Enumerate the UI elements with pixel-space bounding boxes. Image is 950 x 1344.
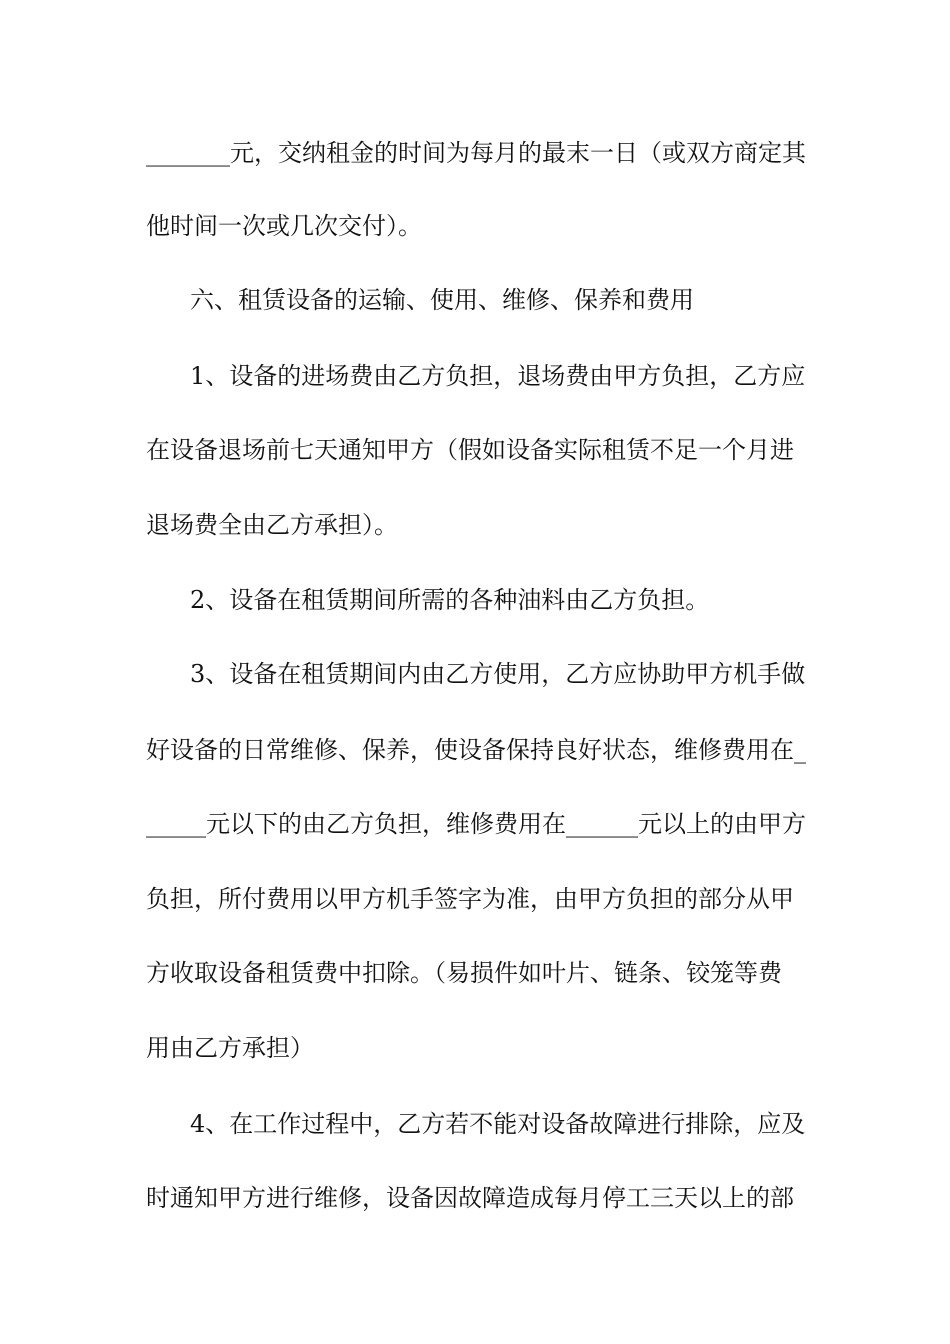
text-line: 退场费全由乙方承担）。 bbox=[146, 511, 398, 539]
text-line: 3、设备在租赁期间内由乙方使用，乙方应协助甲方机手做 bbox=[190, 660, 806, 688]
text-line: 在设备退场前七天通知甲方（假如设备实际租赁不足一个月进 bbox=[146, 436, 794, 464]
text-line: 负担，所付费用以甲方机手签字为准，由甲方负担的部分从甲 bbox=[146, 885, 794, 913]
text-line: 方收取设备租赁费中扣除。（易损件如叶片、链条、铰笼等费 bbox=[146, 959, 782, 987]
text-line: _______元，交纳租金的时间为每月的最末一日（或双方商定其 bbox=[146, 139, 806, 167]
text-line: 4、在工作过程中，乙方若不能对设备故障进行排除，应及 bbox=[190, 1110, 806, 1138]
text-line: _____元以下的由乙方负担，维修费用在______元以上的由甲方 bbox=[146, 810, 806, 838]
text-line: 时通知甲方进行维修，设备因故障造成每月停工三天以上的部 bbox=[146, 1184, 794, 1212]
text-line: 好设备的日常维修、保养，使设备保持良好状态，维修费用在_ bbox=[146, 736, 806, 764]
text-line: 1、设备的进场费由乙方负担，退场费由甲方负担，乙方应 bbox=[190, 362, 806, 390]
text-line: 2、设备在租赁期间所需的各种油料由乙方负担。 bbox=[190, 586, 710, 614]
section-heading: 六、租赁设备的运输、使用、维修、保养和费用 bbox=[190, 286, 694, 314]
text-line: 他时间一次或几次交付）。 bbox=[146, 212, 422, 240]
text-line: 用由乙方承担） bbox=[146, 1034, 314, 1062]
